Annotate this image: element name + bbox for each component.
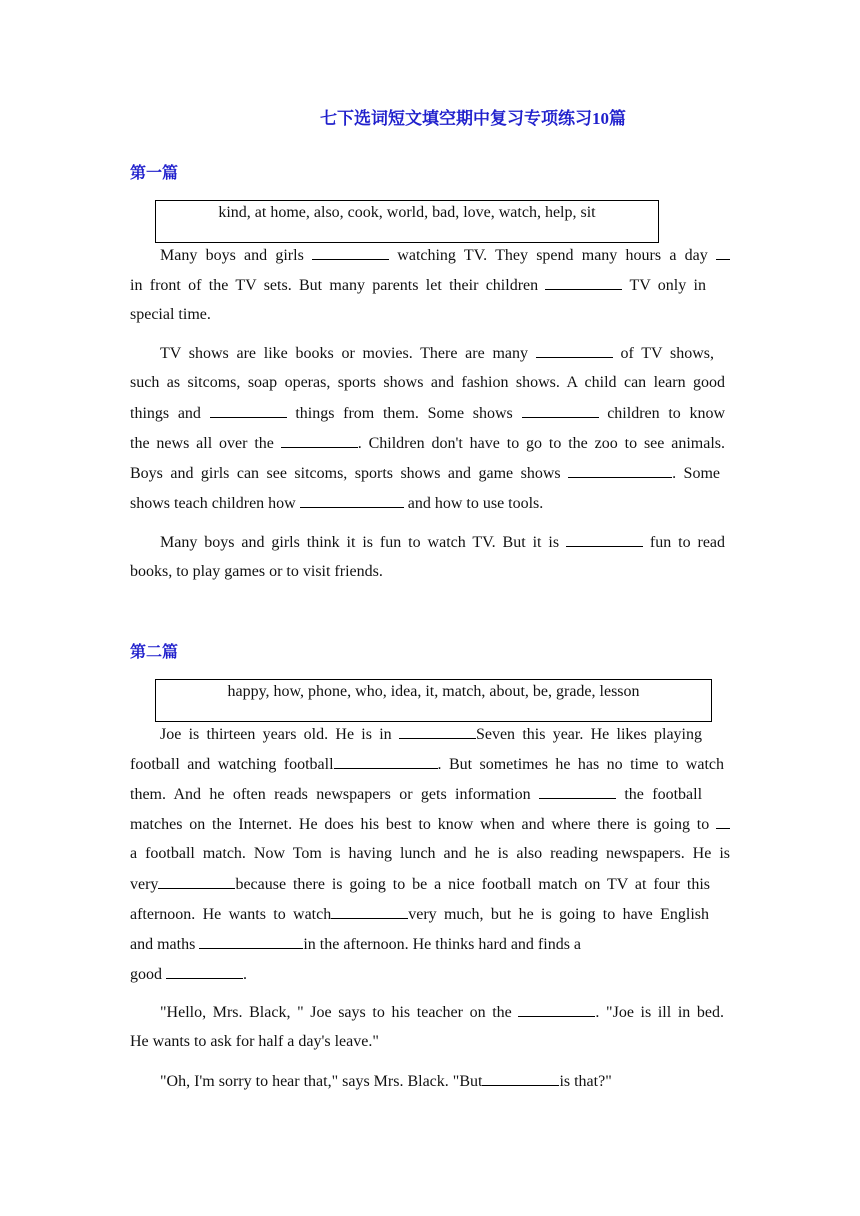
- paragraph-line: [130, 784, 702, 805]
- blank: [281, 433, 358, 448]
- text-span: and maths: [130, 936, 196, 953]
- text-span: because there is going to be a nice football match on TV at four this: [235, 876, 710, 893]
- text-span: "Hello, Mrs. Black, " Joe says to his teacher on the: [160, 1004, 512, 1021]
- paragraph-line: He wants to ask for half a day's leave.": [130, 1033, 379, 1050]
- paragraph-line: [130, 275, 706, 296]
- blank: [331, 904, 408, 919]
- blank: [399, 724, 476, 739]
- text-span: in front of the TV sets. But many parents let their children: [130, 277, 539, 294]
- blank: [545, 275, 622, 290]
- text-span: "Oh, I'm sorry to hear that," says Mrs. Black. "But: [160, 1073, 483, 1090]
- text-span: Joe is thirteen years old. He is in: [160, 726, 392, 743]
- word-box-1: kind, at home, also, cook, world, bad, love, watch, help, sit: [155, 200, 659, 243]
- text-span: matches on the Internet. He does his best to know when and where there is going to: [130, 816, 710, 833]
- paragraph-line: books, to play games or to visit friends.: [130, 563, 383, 580]
- text-span: . Some: [672, 465, 720, 482]
- paragraph-line: [130, 403, 725, 424]
- paragraph-line: [160, 1002, 724, 1023]
- text-span: .: [243, 966, 247, 983]
- text-span: is that?": [559, 1073, 612, 1090]
- blank: [536, 343, 613, 358]
- text-span: things and: [130, 405, 201, 422]
- blank: [210, 403, 287, 418]
- paragraph-line: [160, 343, 714, 364]
- blank: [482, 1071, 559, 1086]
- text-span: very much, but he is going to have English: [408, 906, 709, 923]
- blank: [300, 493, 404, 508]
- text-span: very: [130, 876, 159, 893]
- document-title: 七下选词短文填空期中复习专项练习10篇: [320, 109, 626, 128]
- section-heading-1: 第一篇: [130, 165, 179, 182]
- paragraph-line: [130, 874, 710, 895]
- word-box-2: happy, how, phone, who, idea, it, match, about, be, grade, lesson: [155, 679, 712, 722]
- paragraph-line: [130, 814, 730, 835]
- text-span: children to know: [607, 405, 726, 422]
- blank: [518, 1002, 595, 1017]
- paragraph-line: [160, 245, 730, 266]
- blank: [522, 403, 599, 418]
- text-span: things from them. Some shows: [295, 405, 513, 422]
- paragraph-line: such as sitcoms, soap operas, sports shows and fashion shows. A child can learn good: [130, 374, 725, 391]
- text-span: watching TV. They spend many hours a day: [397, 247, 708, 264]
- text-span: the football: [624, 786, 703, 803]
- text-span: Boys and girls can see sitcoms, sports shows and game shows: [130, 465, 561, 482]
- paragraph-line: [130, 904, 709, 925]
- text-span: . But sometimes he has no time to watch: [437, 756, 724, 773]
- text-span: TV only in: [629, 277, 706, 294]
- paragraph-line: special time.: [130, 306, 211, 323]
- blank: [166, 964, 243, 979]
- text-span: in the afternoon. He thinks hard and finds a: [303, 936, 582, 953]
- text-span: of TV shows,: [620, 345, 715, 362]
- text-span: . "Joe is ill in bed.: [595, 1004, 725, 1021]
- text-span: good: [130, 966, 162, 983]
- text-span: Many boys and girls: [160, 247, 304, 264]
- text-span: football and watching football: [130, 756, 334, 773]
- section-heading-2: 第二篇: [130, 644, 179, 661]
- text-span: shows teach children how: [130, 495, 296, 512]
- paragraph-line: [130, 463, 720, 484]
- text-span: and how to use tools.: [407, 495, 544, 512]
- blank: [539, 784, 616, 799]
- blank: [158, 874, 235, 889]
- blank: [566, 532, 643, 547]
- blank: [334, 754, 438, 769]
- paragraph-line: [160, 724, 702, 745]
- text-span: Many boys and girls think it is fun to watch TV. But it is: [160, 534, 560, 551]
- paragraph-line: [130, 754, 724, 775]
- text-span: afternoon. He wants to watch: [130, 906, 332, 923]
- blank: [312, 245, 389, 260]
- paragraph-line: a football match. Now Tom is having lunch and he is also reading newspapers. He is: [130, 845, 730, 862]
- text-span: fun to read: [649, 534, 726, 551]
- paragraph-line: [160, 532, 725, 553]
- text-span: . Children don't have to go to the zoo to see animals.: [357, 435, 726, 452]
- text-span: the news all over the: [130, 435, 274, 452]
- paragraph-line: [130, 934, 581, 955]
- blank: [716, 245, 730, 260]
- paragraph-line: [130, 964, 247, 985]
- blank: [199, 934, 303, 949]
- text-span: them. And he often reads newspapers or gets information: [130, 786, 531, 803]
- text-span: TV shows are like books or movies. There are many: [160, 345, 528, 362]
- paragraph-line: [160, 1071, 612, 1092]
- blank: [568, 463, 672, 478]
- paragraph-line: [130, 493, 543, 514]
- paragraph-line: [130, 433, 725, 454]
- text-span: Seven this year. He likes playing: [475, 726, 703, 743]
- blank: [716, 814, 730, 829]
